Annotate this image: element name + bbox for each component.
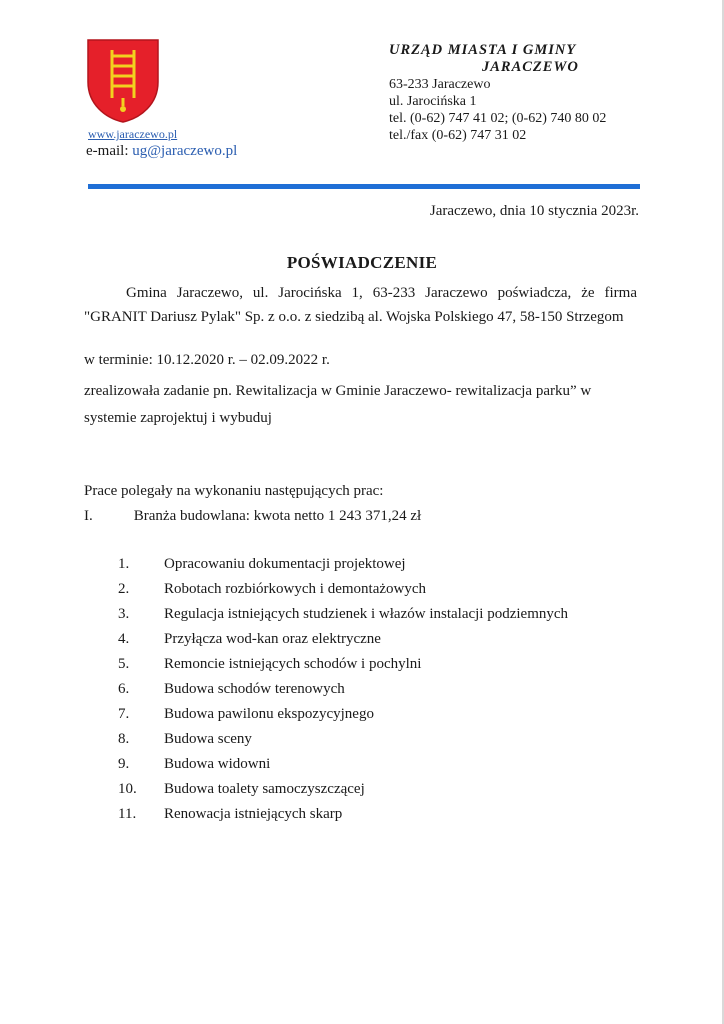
phone-numbers: tel. (0-62) 747 41 02; (0-62) 740 80 02 [389,111,607,126]
list-item-text: Remoncie istniejących schodów i pochylni [164,656,422,672]
list-item-text: Regulacja istniejących studzienek i włazów instalacji podziemnych [164,606,569,622]
list-item-text: Robotach rozbiórkowych i demontażowych [164,581,427,597]
email-line [86,143,237,160]
section-heading [84,508,421,525]
website-link[interactable]: www.jaraczewo.pl [88,127,178,141]
list-item-text: Budowa sceny [164,731,252,747]
list-item [118,806,568,831]
list-item [118,731,568,756]
list-item [118,656,568,681]
email-link[interactable]: ug@jaraczewo.pl [132,143,238,159]
document-date: Jaraczewo, dnia 10 stycznia 2023r. [429,203,639,219]
works-list [118,556,568,831]
office-name: URZĄD MIASTA I GMINY [389,42,577,58]
list-item [118,631,568,656]
term-dates: w terminie: 10.12.2020 r. – 02.09.2022 r. [84,352,330,368]
list-item-number: 5. [118,656,130,672]
fax-number: tel./fax (0-62) 747 31 02 [389,128,527,143]
section-text: Branża budowlana: kwota netto 1 243 371,24 zł [133,508,422,524]
postal-address: 63-233 Jaraczewo [389,77,491,92]
list-item-number: 3. [118,606,130,622]
list-item-number: 2. [118,581,130,597]
list-item-number: 1. [118,556,130,572]
document-title: POŚWIADCZENIE [286,253,438,272]
paragraph-line-1: Gmina Jaraczewo, ul. Jarocińska 1, 63-233 Jaraczewo poświadcza, że firma [126,285,637,301]
email-label: e-mail: [86,143,129,159]
list-item [118,756,568,781]
header-divider [88,184,640,189]
office-address-block [389,42,606,144]
list-item-text: Opracowaniu dokumentacji projektowej [164,556,406,572]
list-item [118,681,568,706]
list-item-number: 6. [118,681,130,697]
list-item-text: Budowa schodów terenowych [164,681,345,697]
list-item [118,581,568,606]
list-item [118,606,568,631]
section-number: I. [84,508,93,524]
certification-paragraph [84,281,637,329]
list-item-text: Budowa toalety samoczyszczącej [164,781,365,797]
list-item [118,781,568,806]
list-item-text: Budowa pawilonu ekspozycyjnego [164,706,374,722]
coat-of-arms-icon [86,38,160,124]
list-item-number: 10. [118,781,137,797]
list-item [118,556,568,581]
paragraph-line-2: "GRANIT Dariusz Pylak" Sp. z o.o. z siedzibą al. Wojska Polskiego 47, 58-150 Strzegom [84,309,624,325]
list-item-number: 11. [118,806,137,822]
list-item-number: 7. [118,706,130,722]
list-item [118,706,568,731]
list-item-number: 4. [118,631,130,647]
list-item-number: 9. [118,756,130,772]
list-item-number: 8. [118,731,130,747]
task-description: zrealizowała zadanie pn. Rewitalizacja w Gminie Jaraczewo- rewitalizacja parku” w systemie zaprojektuj i wybuduj [84,383,592,426]
list-item-text: Renowacja istniejących skarp [164,806,343,822]
list-item-text: Budowa widowni [164,756,271,772]
list-item-text: Przyłącza wod-kan oraz elektryczne [164,631,381,647]
office-name-town: JARACZEWO [482,59,579,75]
street-address: ul. Jarocińska 1 [389,94,477,109]
works-intro: Prace polegały na wykonaniu następujących prac: [84,483,384,499]
